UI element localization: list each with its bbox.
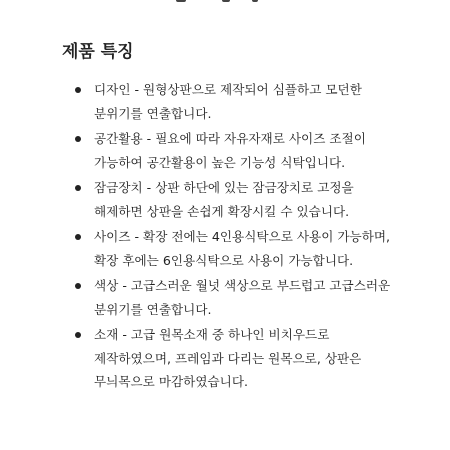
feature-item-design [62,78,392,125]
feature-item-color [62,274,392,321]
feature-text: 사이즈 - 확장 전에는 4인용식탁으로 사용이 가능하며, 확장 후에는 6인용식탁으로 사용이 가능합니다. [94,229,391,268]
feature-list [62,78,392,394]
feature-item-space [62,127,392,174]
bullet-icon [75,234,81,240]
cropped-glyph [222,0,230,2]
feature-text: 색상 - 고급스러운 월넛 색상으로 부드럽고 고급스러운 분위기를 연출합니다. [94,278,391,317]
feature-text: 디자인 - 원형상판으로 제작되어 심플하고 모던한 분위기를 연출합니다. [94,82,362,121]
bullet-icon [75,136,81,142]
cropped-glyph [176,0,186,2]
feature-item-size [62,225,392,272]
bullet-icon [75,332,81,338]
bullet-icon [75,87,81,93]
cropped-glyph [252,0,258,2]
product-features-section [62,40,392,396]
feature-item-lock [62,176,392,223]
section-title: 제품 특징 [62,42,134,62]
feature-text: 공간활용 - 필요에 따라 자유자재로 사이즈 조절이 가능하여 공간활용이 높은 기능성 식탁입니다. [94,131,366,170]
feature-text: 소재 - 고급 원목소재 중 하나인 비치우드로 제작하였으며, 프레임과 다리는 원목으로, 상판은 무늬목으로 마감하였습니다. [94,327,362,389]
cropped-text-fragment [0,0,450,6]
bullet-icon [75,283,81,289]
feature-item-material [62,323,392,394]
bullet-icon [75,185,81,191]
feature-text: 잠금장치 - 상판 하단에 있는 잠금장치로 고정을 해제하면 상판을 손쉽게 확장시킬 수 있습니다. [94,180,354,219]
